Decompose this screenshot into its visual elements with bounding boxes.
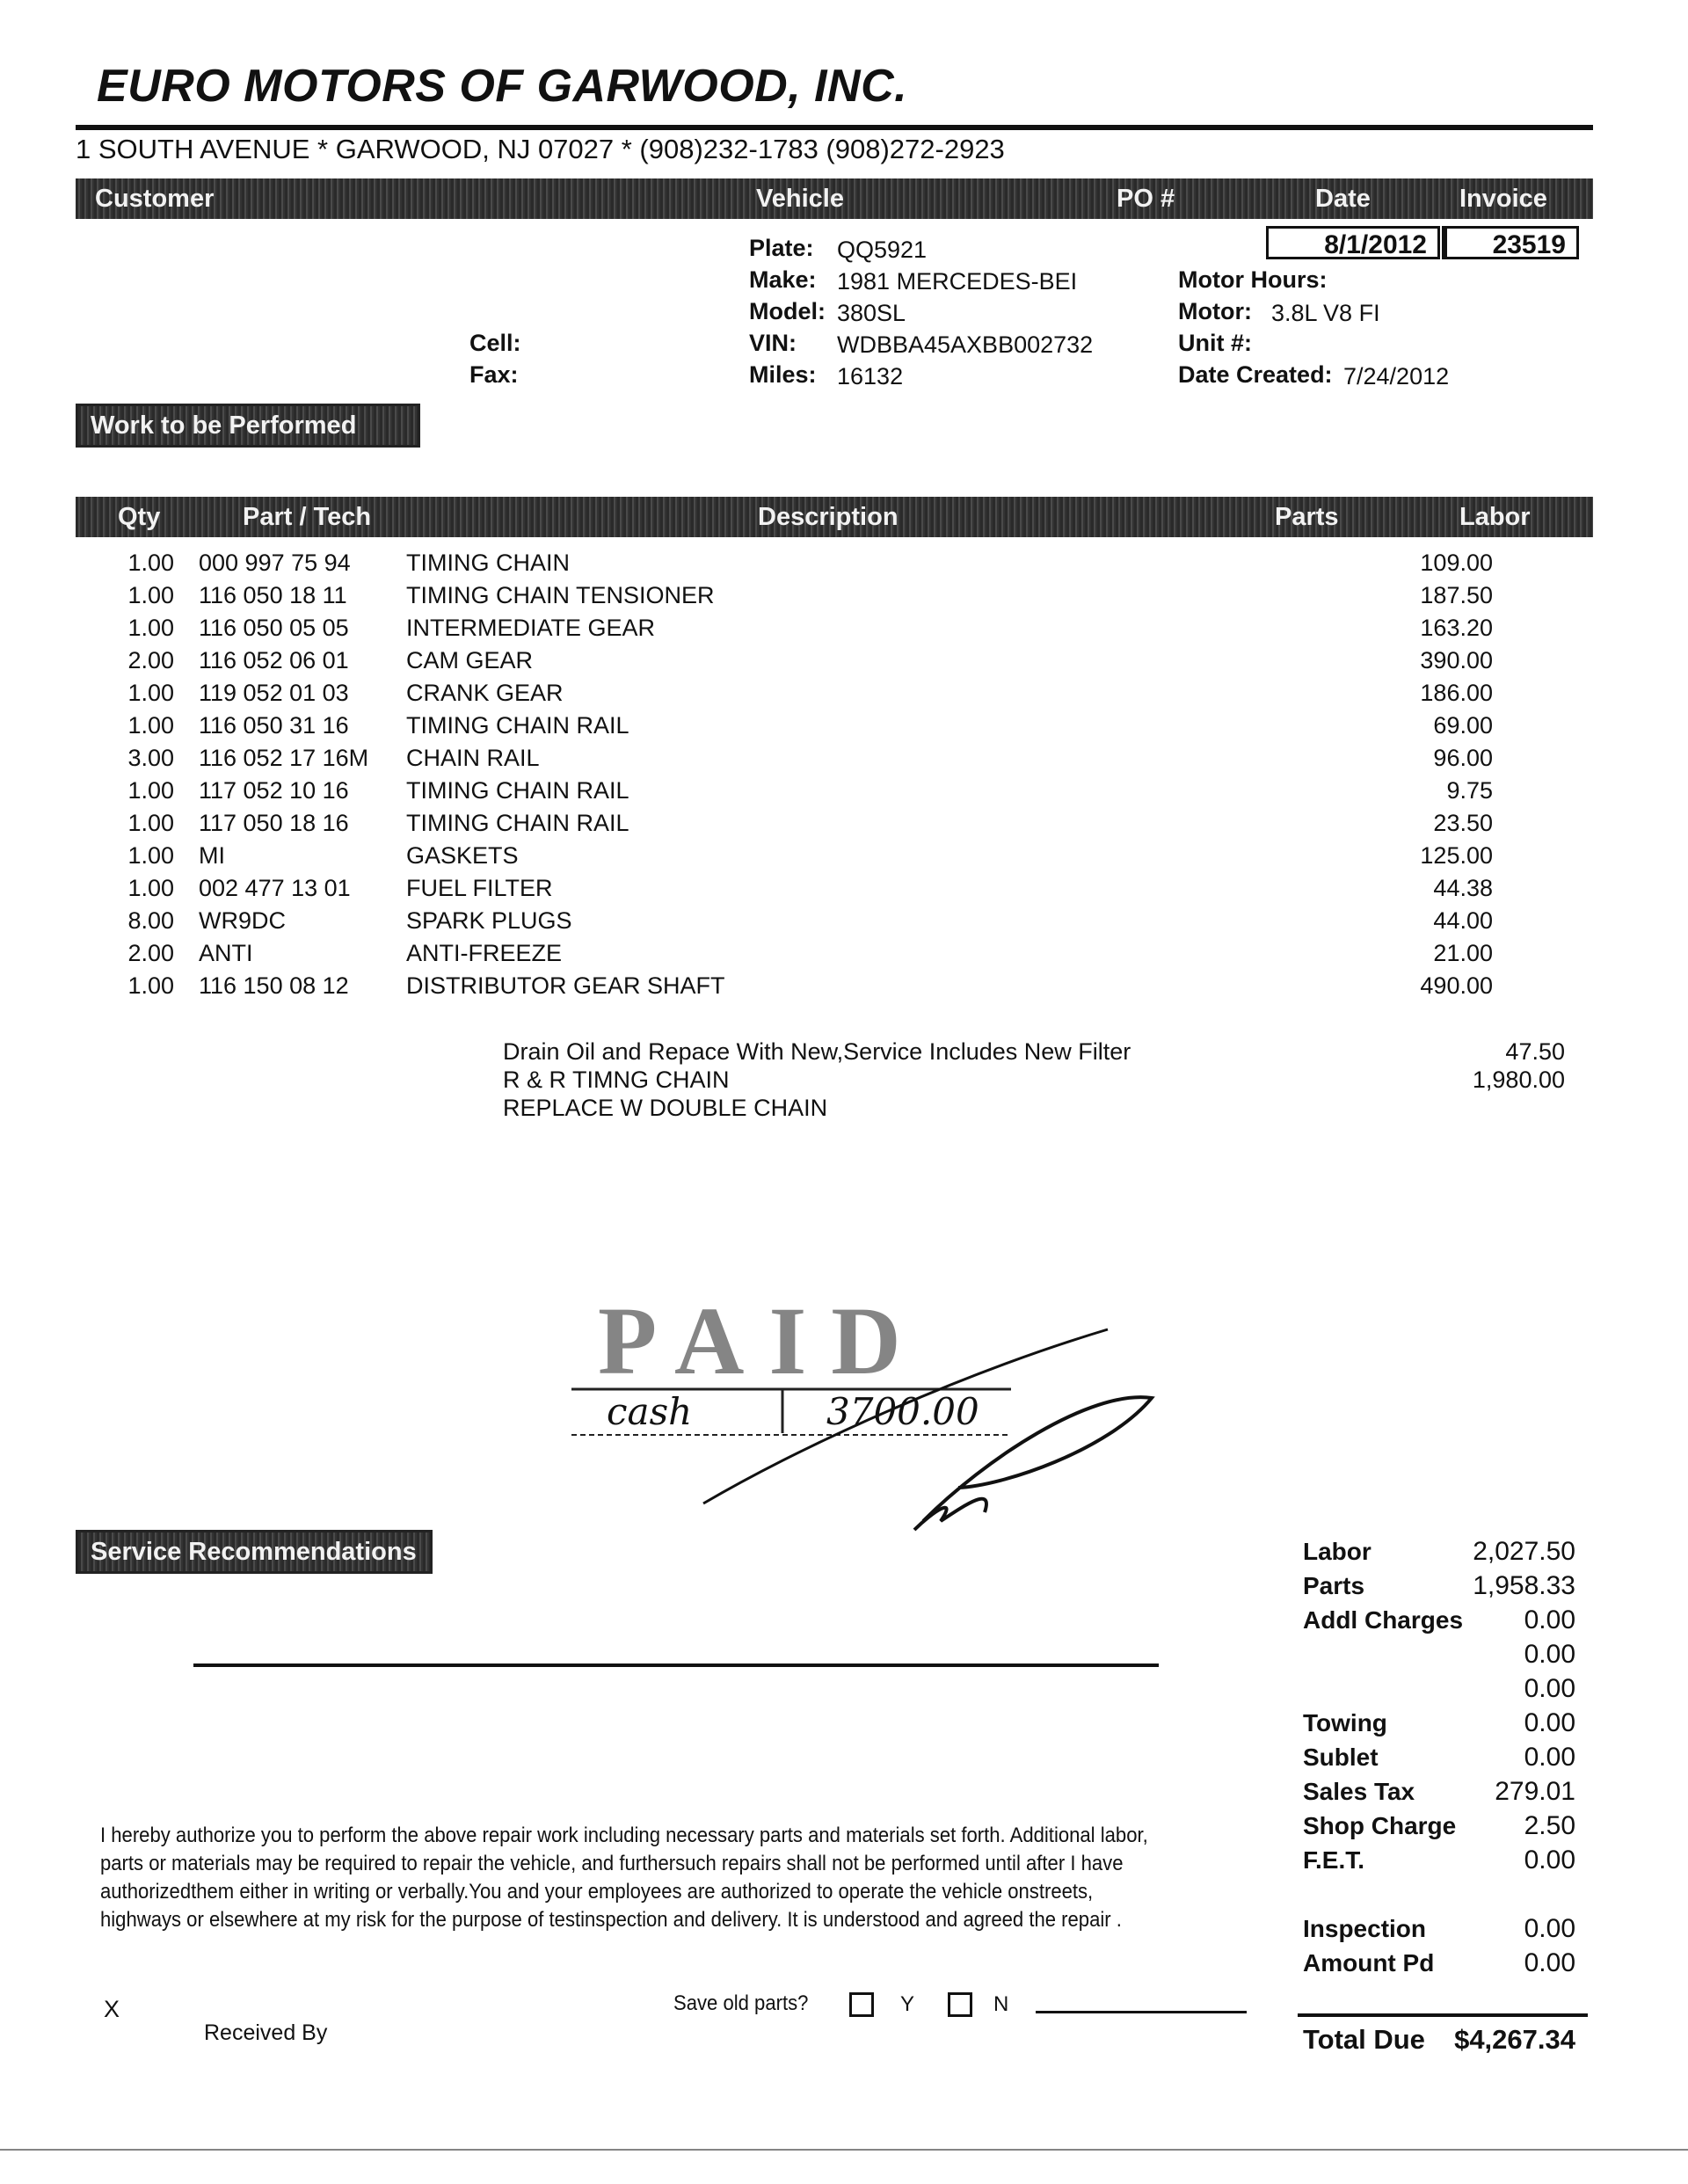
table-row (76, 612, 1493, 644)
totals-value: 279.01 (1495, 1777, 1575, 1806)
table-row (76, 775, 1493, 807)
item-parts-price: 9.75 (1446, 777, 1493, 804)
totals-row (1303, 1911, 1575, 1946)
vehicle-heading: Vehicle (756, 185, 844, 213)
work-to-be-performed-heading: Work to be Performed (76, 404, 420, 448)
line-items-table (76, 547, 1493, 1002)
totals-panel (1303, 1534, 1575, 1980)
totals-value: 1,958.33 (1473, 1571, 1575, 1600)
footer-rule (0, 2149, 1688, 2151)
received-by-label: Received By (204, 2020, 328, 2045)
totals-value: 0.00 (1524, 1914, 1575, 1943)
miles-label: Miles: (749, 361, 817, 388)
item-description: TIMING CHAIN (406, 550, 570, 576)
totals-label: Sublet (1303, 1744, 1379, 1771)
plate-value: QQ5921 (837, 237, 928, 263)
date-created-label: Date Created: (1178, 361, 1333, 388)
item-description: TIMING CHAIN RAIL (406, 712, 629, 739)
service-recommendations-heading: Service Recommendations (76, 1530, 433, 1574)
item-qty: 1.00 (127, 875, 174, 901)
table-row (76, 840, 1493, 872)
item-parts-price: 125.00 (1420, 842, 1493, 869)
stamp-payment-method: cash (607, 1390, 693, 1433)
item-qty: 1.00 (127, 777, 174, 804)
date-heading: Date (1315, 185, 1371, 213)
totals-row (1303, 1706, 1575, 1740)
labor-amount: 1,980.00 (1472, 1067, 1565, 1093)
item-description: GASKETS (406, 842, 519, 869)
save-parts-yes-label: Y (900, 1992, 915, 2016)
totals-row (1303, 1809, 1575, 1843)
item-qty: 3.00 (127, 745, 174, 771)
item-parts-price: 109.00 (1420, 550, 1493, 576)
recommendations-line (193, 1663, 1159, 1667)
model-value: 380SL (837, 300, 906, 326)
item-part-number: 119 052 01 03 (199, 680, 349, 706)
item-description: TIMING CHAIN RAIL (406, 777, 629, 804)
totals-row (1303, 1671, 1575, 1706)
labor-amounts (1424, 1037, 1565, 1094)
total-due-rule (1298, 2013, 1588, 2017)
table-row (76, 644, 1493, 677)
totals-value: 0.00 (1524, 1948, 1575, 1977)
item-qty: 8.00 (127, 907, 174, 934)
item-qty: 1.00 (127, 582, 174, 608)
totals-label: Amount Pd (1303, 1949, 1435, 1977)
totals-value: 0.00 (1524, 1605, 1575, 1634)
cell-label: Cell: (469, 330, 521, 356)
item-qty: 1.00 (127, 810, 174, 836)
fax-label: Fax: (469, 361, 519, 388)
unit-label: Unit #: (1178, 330, 1252, 356)
totals-label: Addl Charges (1303, 1606, 1464, 1634)
item-qty: 1.00 (127, 842, 174, 869)
item-part-number: 116 052 17 16M (199, 745, 369, 771)
save-parts-line (1036, 2011, 1247, 2013)
date-created-value: 7/24/2012 (1343, 363, 1450, 389)
item-parts-price: 163.20 (1420, 615, 1493, 641)
item-description: ANTI-FREEZE (406, 940, 563, 966)
item-parts-price: 390.00 (1420, 647, 1493, 673)
totals-label: Inspection (1303, 1915, 1427, 1942)
item-description: CRANK GEAR (406, 680, 564, 706)
header-rule (76, 125, 1593, 130)
totals-row (1303, 1637, 1575, 1671)
paid-stamp-word: PAID (598, 1287, 926, 1394)
stamp-amount: 3700.00 (826, 1390, 979, 1433)
item-description: CAM GEAR (406, 647, 534, 673)
item-description: TIMING CHAIN RAIL (406, 810, 629, 836)
totals-value: 2.50 (1524, 1811, 1575, 1840)
description-column-header: Description (758, 503, 899, 531)
item-parts-price: 69.00 (1433, 712, 1493, 739)
labor-column-header: Labor (1459, 503, 1531, 531)
totals-row (1303, 1569, 1575, 1603)
item-description: DISTRIBUTOR GEAR SHAFT (406, 972, 725, 999)
item-part-number: 116 050 05 05 (199, 615, 349, 641)
make-value: 1981 MERCEDES-BEI (837, 268, 1078, 295)
line-items-header (76, 497, 1593, 537)
po-heading: PO # (1117, 185, 1175, 213)
labor-descriptions (503, 1037, 1131, 1122)
item-description: SPARK PLUGS (406, 907, 572, 934)
invoice-heading: Invoice (1459, 185, 1547, 213)
save-old-parts-label: Save old parts? (673, 1991, 809, 2015)
labor-amount: 47.50 (1505, 1038, 1565, 1065)
totals-value: 0.00 (1524, 1743, 1575, 1772)
table-row (76, 905, 1493, 937)
total-due-value: $4,267.34 (1454, 2024, 1575, 2055)
labor-line: REPLACE W DOUBLE CHAIN (503, 1095, 828, 1121)
vin-value: WDBBA45AXBB002732 (837, 331, 1094, 358)
item-part-number: MI (199, 842, 225, 869)
motor-label: Motor: (1178, 298, 1252, 324)
item-part-number: 117 052 10 16 (199, 777, 349, 804)
item-parts-price: 490.00 (1420, 972, 1493, 999)
item-parts-price: 44.38 (1433, 875, 1493, 901)
save-parts-no-checkbox[interactable] (948, 1992, 972, 2017)
qty-column-header: Qty (118, 503, 161, 531)
item-parts-price: 187.50 (1420, 582, 1493, 608)
totals-row (1303, 1740, 1575, 1774)
table-row (76, 807, 1493, 840)
table-row (76, 937, 1493, 970)
totals-row (1303, 1843, 1575, 1877)
item-part-number: 000 997 75 94 (199, 550, 351, 576)
item-parts-price: 186.00 (1420, 680, 1493, 706)
item-parts-price: 96.00 (1433, 745, 1493, 771)
totals-label: Parts (1303, 1572, 1365, 1599)
labor-line: R & R TIMNG CHAIN (503, 1067, 730, 1093)
authorization-text: I hereby authorize you to perform the above repair work including necessary parts and materials set forth. Additional labor, parts or materials may be required to repair the vehicle, and furthersuch repairs shall not be performed until after I have authorizedthem either in writing or verbally.You and your employees are authorized to operate the vehicle onstreets, highways or elsewhere at my risk for the purpose of testinspection and delivery. It is understood and agreed the repair . (100, 1824, 1148, 1932)
item-qty: 1.00 (127, 615, 174, 641)
table-row (76, 742, 1493, 775)
vin-label: VIN: (749, 330, 797, 356)
totals-row (1303, 1774, 1575, 1809)
item-part-number: 002 477 13 01 (199, 875, 351, 901)
motor-hours-label: Motor Hours: (1178, 266, 1328, 293)
miles-value: 16132 (837, 363, 904, 389)
totals-label: Labor (1303, 1538, 1372, 1565)
item-description: TIMING CHAIN TENSIONER (406, 582, 715, 608)
model-label: Model: (749, 298, 826, 324)
table-row (76, 677, 1493, 710)
item-qty: 2.00 (127, 647, 174, 673)
totals-value: 2,027.50 (1473, 1537, 1575, 1566)
item-part-number: 116 150 08 12 (199, 972, 349, 999)
total-due (1303, 2024, 1575, 2056)
item-qty: 1.00 (127, 680, 174, 706)
table-row (76, 547, 1493, 579)
totals-value: 0.00 (1524, 1708, 1575, 1737)
item-description: FUEL FILTER (406, 875, 553, 901)
totals-value: 0.00 (1524, 1640, 1575, 1669)
signature-x-mark: X (104, 1996, 120, 2022)
item-parts-price: 21.00 (1433, 940, 1493, 966)
totals-row (1303, 1603, 1575, 1637)
company-address: 1 SOUTH AVENUE * GARWOOD, NJ 07027 * (908)232-1783 (908)272-2923 (76, 134, 1005, 164)
paid-stamp (545, 1284, 1178, 1547)
invoice-number: 23519 (1442, 226, 1579, 259)
totals-row (1303, 1946, 1575, 1980)
motor-value: 3.8L V8 FI (1271, 300, 1380, 326)
totals-label: Sales Tax (1303, 1778, 1415, 1805)
make-label: Make: (749, 266, 817, 293)
totals-row (1303, 1534, 1575, 1569)
table-row (76, 579, 1493, 612)
item-qty: 1.00 (127, 712, 174, 739)
item-qty: 1.00 (127, 972, 174, 999)
signature-initials (914, 1499, 986, 1530)
item-part-number: 116 052 06 01 (199, 647, 349, 673)
save-parts-no-label: N (993, 1992, 1009, 2016)
labor-line: Drain Oil and Repace With New,Service Includes New Filter (503, 1038, 1131, 1065)
header-band (76, 178, 1593, 219)
item-part-number: 116 050 31 16 (199, 712, 349, 739)
plate-label: Plate: (749, 235, 814, 261)
item-part-number: 116 050 18 11 (199, 582, 347, 608)
item-parts-price: 44.00 (1433, 907, 1493, 934)
company-name: EURO MOTORS OF GARWOOD, INC. (97, 61, 908, 112)
item-qty: 2.00 (127, 940, 174, 966)
item-description: CHAIN RAIL (406, 745, 540, 771)
table-row (76, 710, 1493, 742)
totals-value: 0.00 (1524, 1674, 1575, 1703)
item-description: INTERMEDIATE GEAR (406, 615, 656, 641)
totals-label: F.E.T. (1303, 1846, 1365, 1874)
totals-label: Shop Charge (1303, 1812, 1457, 1839)
save-parts-yes-checkbox[interactable] (849, 1992, 874, 2017)
part-tech-column-header: Part / Tech (243, 503, 372, 531)
totals-value: 0.00 (1524, 1845, 1575, 1875)
parts-column-header: Parts (1275, 503, 1339, 531)
total-due-label: Total Due (1303, 2024, 1425, 2055)
table-row (76, 872, 1493, 905)
item-part-number: ANTI (199, 940, 253, 966)
item-part-number: WR9DC (199, 907, 286, 934)
totals-row (1303, 1877, 1575, 1911)
item-part-number: 117 050 18 16 (199, 810, 349, 836)
item-qty: 1.00 (127, 550, 174, 576)
customer-heading: Customer (95, 185, 215, 213)
item-parts-price: 23.50 (1433, 810, 1493, 836)
date-value: 8/1/2012 (1266, 226, 1440, 259)
totals-label: Towing (1303, 1709, 1387, 1736)
table-row (76, 970, 1493, 1002)
